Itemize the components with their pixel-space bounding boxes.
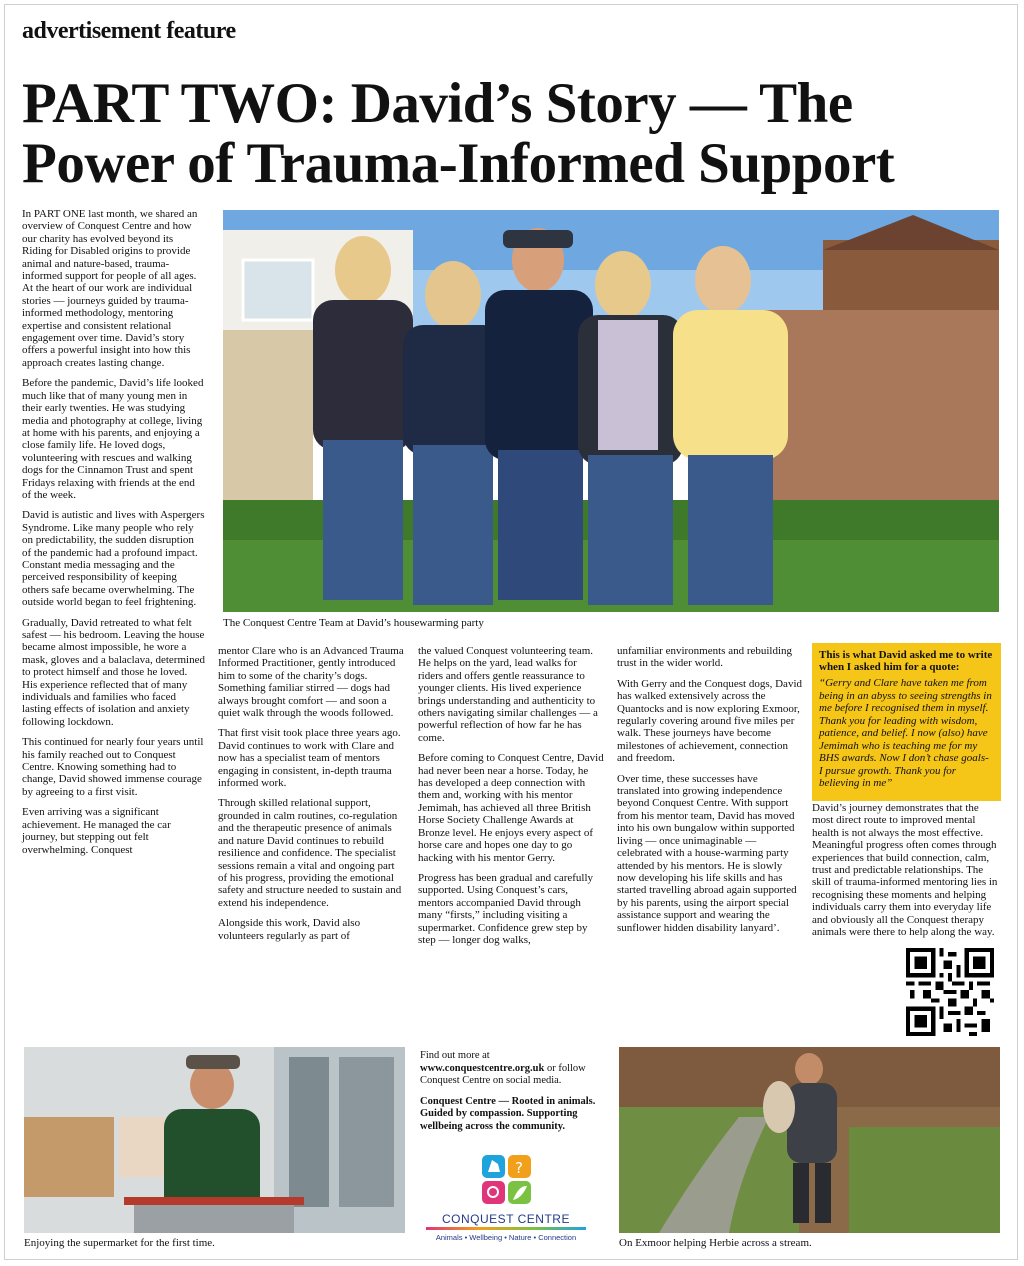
paragraph: Through skilled relational support, grounded in calm routines, co-regulation and the therapeutic presence of animals and nature David continues to rebuild resilience and confidence. The specialist sessions remain a vital and ongoing part of his progress, providing the emotional safety and structure needed to sustain and extend his independence. xyxy=(218,797,402,909)
supermarket-photo xyxy=(24,1047,405,1233)
paragraph: Alongside this work, David also volunteers regularly as part of xyxy=(218,917,361,942)
paragraph: Gradually, David retreated to what felt safest — his bedroom. Leaving the house became almost impossible, he wore a mask, gloves and a balaclava, determined to protect himself and those he loved. His experience reflected that of many individuals and families who faced lasting effects of isolation and anxiety following lockdown. xyxy=(22,616,205,728)
paragraph: the valued Conquest volunteering team. He helps on the yard, lead walks for riders and offers gentle reassurance to younger clients. His lived experience brings understanding and authenticity to others navigating similar challenges — a powerful reflection of how far he has come. xyxy=(418,645,598,744)
find-out-suffix: or follow Conquest Centre on social media. xyxy=(420,1062,586,1086)
paragraph: David’s journey demonstrates that the most direct route to improved mental health is not always the most effective. Meaningful progress often comes through experiences that build connection, calm, trust and predictable relationships. The skill of trauma-informed mentoring lies in recognising these moments and helping individuals carry them into everyday life and obviously all the Conquest therapy animals were there to help along the way. xyxy=(812,802,998,939)
team-photo xyxy=(223,210,999,612)
conquest-centre-logo xyxy=(418,1150,594,1250)
team-photo-caption: The Conquest Centre Team at David’s housewarming party xyxy=(223,617,484,629)
paragraph: Even arriving was a significant achievement. He managed the car journey, but stepping out felt overwhelming. Conquest xyxy=(22,806,171,856)
exmoor-photo xyxy=(619,1047,1000,1233)
supermarket-caption: Enjoying the supermarket for the first time. xyxy=(24,1237,215,1249)
quote-box xyxy=(812,643,1001,801)
qr-code xyxy=(906,948,994,1036)
logo-name: CONQUEST CENTRE xyxy=(442,1212,570,1226)
advertisement-label: advertisement feature xyxy=(22,18,236,44)
article-column-4 xyxy=(617,645,803,942)
find-out-prefix: Find out more at xyxy=(420,1050,490,1061)
paragraph: unfamiliar environments and rebuilding trust in the wider world. xyxy=(617,645,793,670)
paragraph: mentor Clare who is an Advanced Trauma Informed Practitioner, gently introduced him to some of the charity’s dogs. Something familiar stirred — dogs had always brought comfort — and soon a quiet walk through the woods followed. xyxy=(218,645,404,720)
exmoor-caption: On Exmoor helping Herbie across a stream. xyxy=(619,1237,812,1249)
paragraph: This continued for nearly four years until his family reached out to Conquest Centre. Knowing something had to change, David showed immense courage by agreeing to a first visit. xyxy=(22,736,204,798)
paragraph: That first visit took place three years ago. David continues to work with Clare and now has a specialist team of mentors engaging in consistent, in-depth trauma informed work. xyxy=(218,727,401,790)
article-column-2 xyxy=(218,645,404,950)
article-column-5 xyxy=(812,802,998,946)
paragraph: In PART ONE last month, we shared an overview of Conquest Centre and how our charity has evolved beyond its Riding for Disabled origins to provide animal and nature-based, trauma-informed support for people of all ages. At the heart of our work are individual stories — journeys guided by trauma-informed methodology, mentoring expertise and consistent relational engagement over time. David’s story offers a powerful insight into how this approach creates lasting change. xyxy=(22,208,198,369)
logo-divider xyxy=(426,1227,586,1230)
paragraph: David is autistic and lives with Aspergers Syndrome. Like many people who rely on predictability, the sudden disruption of the pandemic had a profound impact. Constant media messaging and the perceived responsibility of keeping others safe became overwhelming. The outside world began to feel frightening. xyxy=(22,509,205,609)
article-column-1 xyxy=(22,208,205,864)
website-link[interactable]: www.conquestcentre.org.uk xyxy=(420,1062,545,1074)
paragraph: Progress has been gradual and carefully supported. Using Conquest’s cars, mentors accompanied David through many “firsts,” including visiting a supermarket. Confidence grew step by step — longer dog walks, xyxy=(418,871,594,946)
find-out-more xyxy=(420,1050,608,1141)
paragraph: Before the pandemic, David’s life looked much like that of many young men in their early twenties. He was studying media and photography at college, living at home with his parents, and enjoying a close family life. He loved dogs, volunteering with rescues and walking dogs for the Cinnamon Trust and spent Fridays relaxing with friends at the end of the week. xyxy=(22,377,204,501)
paragraph: Over time, these successes have translated into growing independence beyond Conquest Centre. With support from his mentor team, David has moved into his own bungalow within supported living — once unimaginable — celebrated with a house-warming party attended by his mentors. He is slowly now developing his life skills and has started travelling abroad again supported by his parents, using the airport special assistance support and wearing the sunflower hidden disability lanyard’. xyxy=(617,772,797,934)
logo-tagline: Animals • Wellbeing • Nature • Connection xyxy=(435,1233,577,1242)
svg-text:?: ? xyxy=(515,1159,523,1177)
paragraph: With Gerry and the Conquest dogs, David has walked extensively across the Quantocks and is now exploring Exmoor, regularly covering around five miles per walk. These journeys have become milestones of achievement, connection and freedom. xyxy=(617,677,802,765)
paragraph: Before coming to Conquest Centre, David had never been near a horse. Today, he has developed a deep connection with them and, working with his mentor Jemimah, has achieved all three British Horse Society Challenge Awards at Bronze level. He enjoys every aspect of horse care and hopes one day to go hacking with his mentor Gerry. xyxy=(418,752,604,864)
headline: PART TWO: David’s Story — The Power of Trauma-Informed Support xyxy=(22,72,895,195)
article-column-3 xyxy=(418,645,604,954)
closing-tagline: Conquest Centre — Rooted in animals. Guided by compassion. Supporting wellbeing across the community. xyxy=(420,1095,596,1132)
find-out-line xyxy=(420,1050,608,1088)
quote-body: “Gerry and Clare have taken me from being in an abyss to seeing strengths in me before I recognised them in myself. Thank you for leading with wisdom, patience, and belief. I now (also) have Jemimah who is teaching me for my BHS awards. Now I don’t chase goals- I pursue growth. Thank you for believing in me” xyxy=(819,677,992,789)
quote-lead: This is what David asked me to write when I asked him for a quote: xyxy=(819,649,993,673)
